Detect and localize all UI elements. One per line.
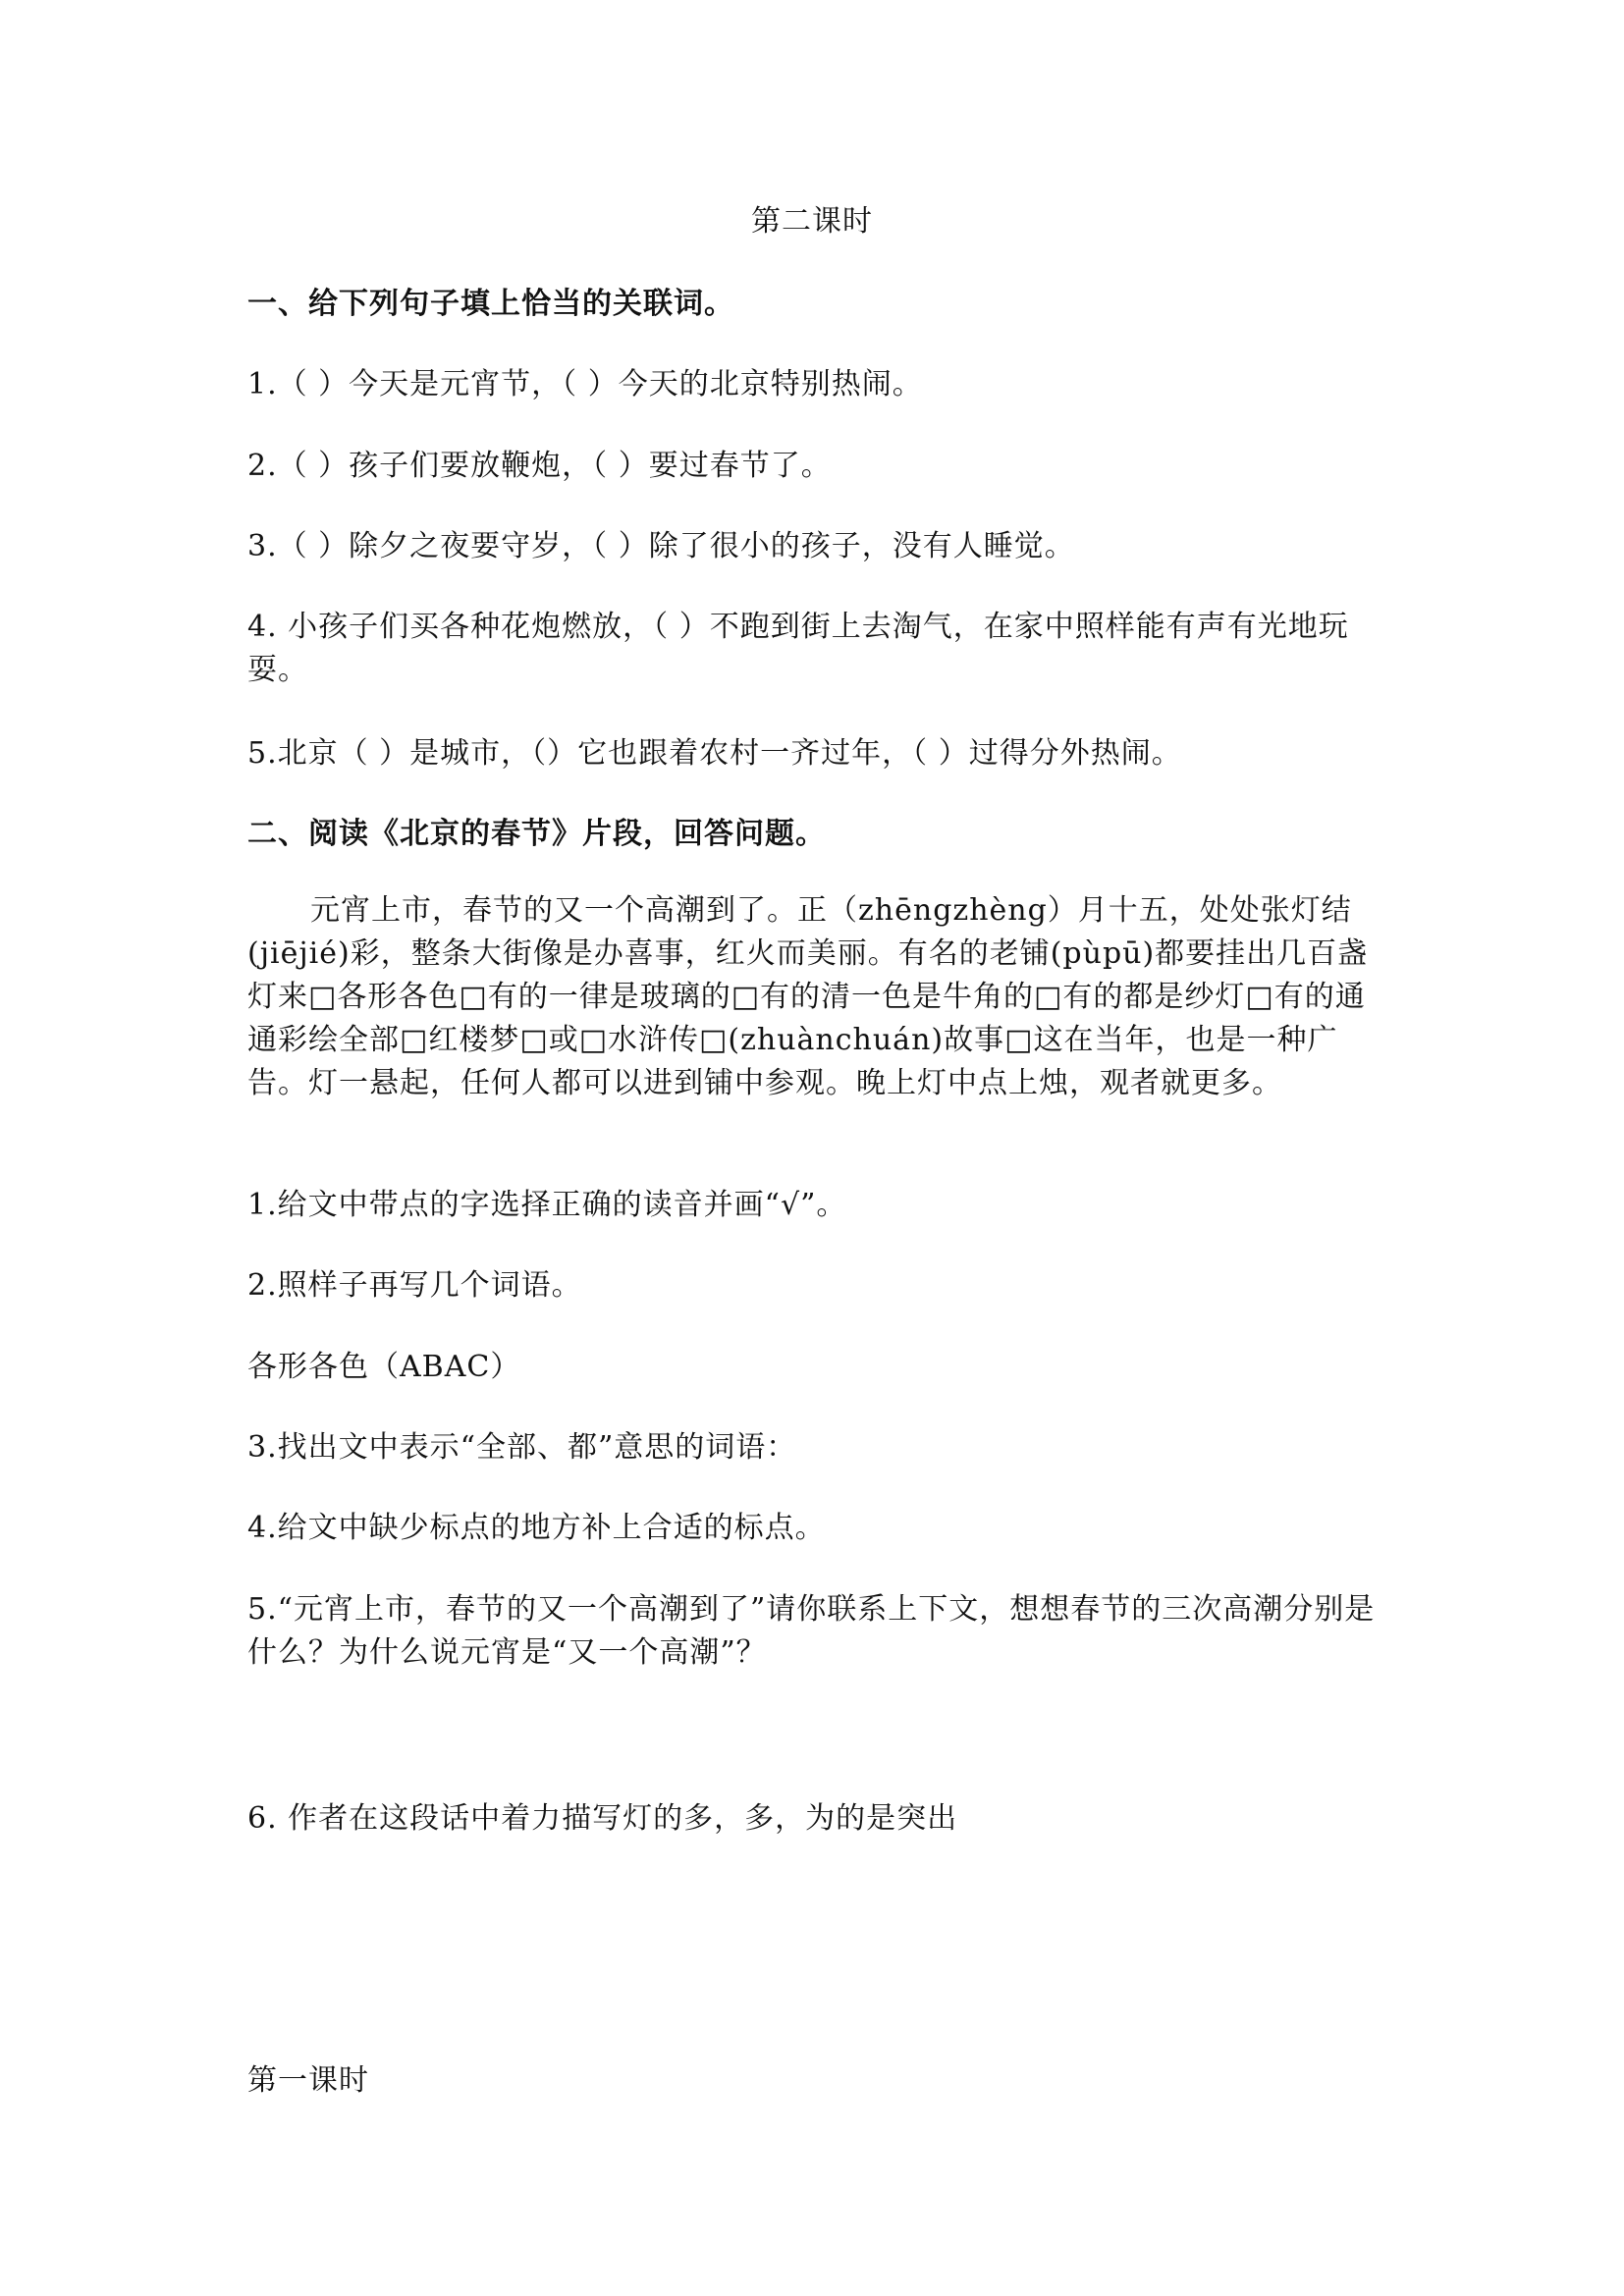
- question-5: 5.“元宵上市，春节的又一个高潮到了”请你联系上下文，想想春节的三次高潮分别是什么？为什么说元宵是“又一个高潮”？: [247, 1592, 1376, 1670]
- question-2: 2.照样子再写几个词语。: [247, 1268, 582, 1303]
- section1-item-5: 5.北京（ ）是城市，（）它也跟着农村一齐过年，（ ）过得分外热闹。: [247, 736, 1182, 771]
- reading-passage: 元宵上市，春节的又一个高潮到了。正（zhēngzhèng）月十五，处处张灯结(jiējié)彩，整条大街像是办喜事，红火而美丽。有名的老铺(pùpū)都要挂出几百盏灯来□各形各色□有的一律是玻璃的□有的清一色是牛角的□有的都是纱灯□有的通通彩绘全部□红楼梦□或□水浒传□(zhuànchuán)故事□这在当年，也是一种广告。灯一悬起，任何人都可以进到铺中参观。晚上灯中点上烛，观者就更多。: [247, 893, 1369, 1100]
- section1-item-3: 3.（ ）除夕之夜要守岁，（ ）除了很小的孩子，没有人睡觉。: [247, 529, 1075, 563]
- question-1: 1.给文中带点的字选择正确的读音并画“√”。: [247, 1188, 847, 1222]
- footer-lesson-title: 第一课时: [247, 2063, 369, 2098]
- section1-item-4: 4. 小孩子们买各种花炮燃放，（ ）不跑到街上去淘气，在家中照样能有声有光地玩耍。: [247, 610, 1349, 687]
- question-2-example: 各形各色（ABAC）: [247, 1350, 521, 1384]
- section1-item-2: 2.（ ）孩子们要放鞭炮，（ ）要过春节了。: [247, 449, 832, 483]
- section1-item-1: 1.（ ）今天是元宵节，（ ）今天的北京特别热闹。: [247, 367, 923, 401]
- lesson-title: 第二课时: [751, 204, 873, 239]
- question-3: 3.找出文中表示“全部、都”意思的词语：: [247, 1430, 797, 1465]
- section1-heading: 一、给下列句子填上恰当的关联词。: [247, 287, 734, 321]
- question-6: 6. 作者在这段话中着力描写灯的多，多，为的是突出: [247, 1801, 958, 1836]
- question-4: 4.给文中缺少标点的地方补上合适的标点。: [247, 1511, 826, 1545]
- section2-heading: 二、阅读《北京的春节》片段，回答问题。: [247, 817, 826, 851]
